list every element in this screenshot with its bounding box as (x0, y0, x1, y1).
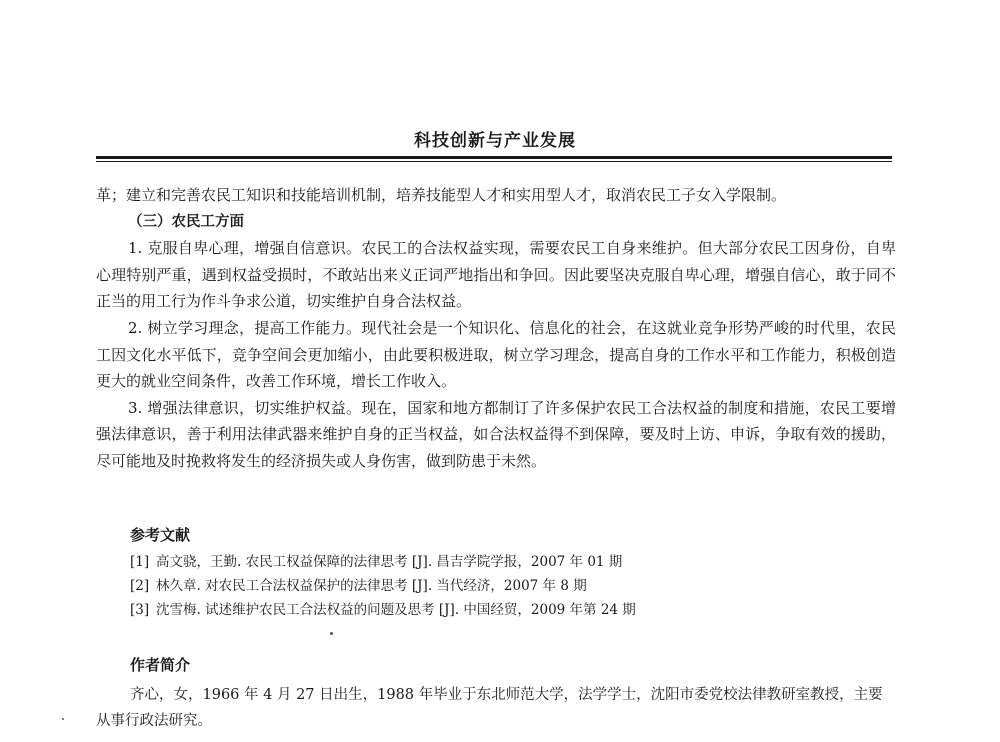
reference-number: [2] (130, 578, 150, 594)
item-paragraph-1: 1. 克服自卑心理，增强自信意识。农民工的合法权益实现，需要农民工自身来维护。但大部分农民工因身份，自卑心理特别严重，遇到权益受损时，不敢站出来义正词严地指出和争回。因此要坚决克服自卑心理，增强自信心，敢于同不正当的用工行为作斗争求公道，切实维护自身合法权益。 (96, 239, 896, 311)
reference-item (130, 574, 636, 598)
references-list (130, 550, 636, 622)
header-rule-thin (96, 161, 892, 162)
header-rule-thick (96, 156, 892, 159)
scan-speck (62, 718, 64, 720)
author-heading: 作者简介 (130, 656, 191, 674)
reference-item (130, 550, 636, 574)
scan-speck (330, 632, 333, 635)
item-paragraph-3: 3. 增强法律意识，切实维护权益。现在，国家和地方都制订了许多保护农民工合法权益的制度和措施，农民工要增强法律意识，善于利用法律武器来维护自身的正当权益，如合法权益得不到保障，要及时上访、申诉，争取有效的援助，尽可能地及时挽救将发生的经济损失或人身伤害，做到防患于未然。 (96, 398, 896, 470)
reference-text: 高文骁，王勤. 农民工权益保障的法律思考 [J]. 昌吉学院学报，2007 年 01 期 (156, 554, 623, 570)
reference-number: [1] (130, 554, 150, 570)
reference-number: [3] (130, 602, 150, 618)
item-paragraph-2: 2. 树立学习理念，提高工作能力。现代社会是一个知识化、信息化的社会，在这就业竞争形势严峻的时代里，农民工因文化水平低下，竞争空间会更加缩小，由此要积极进取，树立学习理念，提高自身的工作水平和工作能力，积极创造更大的就业空间条件，改善工作环境，增长工作收入。 (96, 318, 896, 391)
reference-text: 沈雪梅. 试述维护农民工合法权益的问题及思考 [J]. 中国经贸，2009 年第 24 期 (156, 602, 636, 618)
section-heading: （三）农民工方面 (128, 213, 244, 230)
page-header-title: 科技创新与产业发展 (414, 131, 576, 151)
author-bio: 齐心，女，1966 年 4 月 27 日出生，1988 年毕业于东北师范大学，法学学士，沈阳市委党校法律教研室教授，主要从事行政法研究。 (96, 687, 883, 729)
reference-item (130, 598, 636, 622)
reference-text: 林久章. 对农民工合法权益保护的法律思考 [J]. 当代经济，2007 年 8 期 (156, 578, 587, 594)
continuation-paragraph: 革；建立和完善农民工知识和技能培训机制，培养技能型人才和实用型人才，取消农民工子女入学限制。 (96, 186, 787, 204)
body-text (96, 182, 896, 475)
references-heading: 参考文献 (130, 526, 191, 544)
